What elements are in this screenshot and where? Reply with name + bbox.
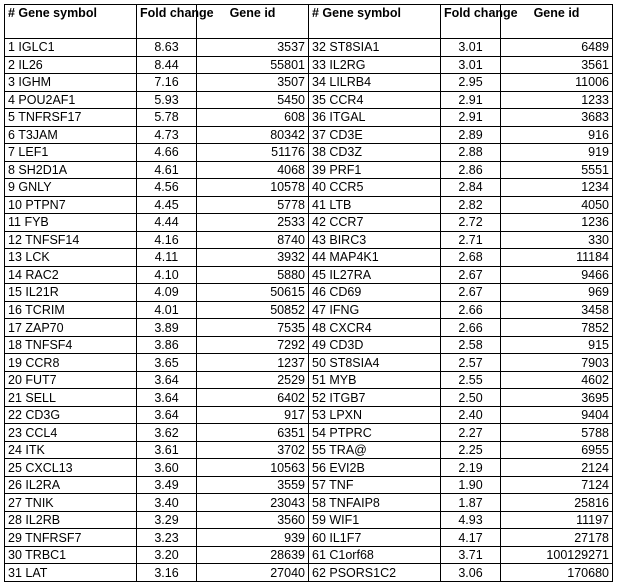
gene-symbol-cell: 22 CD3G bbox=[5, 406, 137, 424]
gene-id-cell: 3695 bbox=[501, 389, 613, 407]
gene-symbol-cell: 38 CD3Z bbox=[309, 144, 441, 162]
gene-symbol-cell: 31 LAT bbox=[5, 564, 137, 582]
fold-change-cell: 8.63 bbox=[137, 39, 197, 57]
gene-id-cell: 10578 bbox=[197, 179, 309, 197]
gene-symbol-cell: 41 LTB bbox=[309, 196, 441, 214]
fold-change-cell: 2.91 bbox=[441, 109, 501, 127]
gene-symbol-cell: 47 IFNG bbox=[309, 301, 441, 319]
fold-change-cell: 3.06 bbox=[441, 564, 501, 582]
fold-change-cell: 2.84 bbox=[441, 179, 501, 197]
gene-symbol-cell: 13 LCK bbox=[5, 249, 137, 267]
header-gene-symbol-right: # Gene symbol bbox=[309, 5, 441, 39]
gene-symbol-cell: 49 CD3D bbox=[309, 336, 441, 354]
fold-change-cell: 3.29 bbox=[137, 511, 197, 529]
fold-change-cell: 2.67 bbox=[441, 284, 501, 302]
fold-change-cell: 4.10 bbox=[137, 266, 197, 284]
gene-id-cell: 4602 bbox=[501, 371, 613, 389]
fold-change-cell: 3.40 bbox=[137, 494, 197, 512]
gene-symbol-cell: 60 IL1F7 bbox=[309, 529, 441, 547]
gene-symbol-cell: 55 TRA@ bbox=[309, 441, 441, 459]
fold-change-cell: 2.82 bbox=[441, 196, 501, 214]
header-fold-change-right: Fold change bbox=[441, 5, 501, 39]
fold-change-cell: 2.88 bbox=[441, 144, 501, 162]
fold-change-cell: 4.61 bbox=[137, 161, 197, 179]
gene-id-cell: 23043 bbox=[197, 494, 309, 512]
fold-change-cell: 3.20 bbox=[137, 546, 197, 564]
table-header bbox=[5, 5, 613, 39]
fold-change-cell: 4.01 bbox=[137, 301, 197, 319]
gene-symbol-cell: 32 ST8SIA1 bbox=[309, 39, 441, 57]
gene-id-cell: 4068 bbox=[197, 161, 309, 179]
gene-id-cell: 5788 bbox=[501, 424, 613, 442]
gene-id-cell: 5551 bbox=[501, 161, 613, 179]
gene-id-cell: 4050 bbox=[501, 196, 613, 214]
fold-change-cell: 3.01 bbox=[441, 39, 501, 57]
gene-id-cell: 7903 bbox=[501, 354, 613, 372]
table-row bbox=[5, 91, 613, 109]
gene-symbol-cell: 11 FYB bbox=[5, 214, 137, 232]
gene-symbol-cell: 51 MYB bbox=[309, 371, 441, 389]
table-row bbox=[5, 371, 613, 389]
fold-change-cell: 4.17 bbox=[441, 529, 501, 547]
table-row bbox=[5, 126, 613, 144]
fold-change-cell: 2.57 bbox=[441, 354, 501, 372]
gene-symbol-cell: 17 ZAP70 bbox=[5, 319, 137, 337]
fold-change-cell: 4.93 bbox=[441, 511, 501, 529]
fold-change-cell: 1.87 bbox=[441, 494, 501, 512]
gene-symbol-cell: 37 CD3E bbox=[309, 126, 441, 144]
gene-id-cell: 8740 bbox=[197, 231, 309, 249]
fold-change-cell: 3.23 bbox=[137, 529, 197, 547]
gene-id-cell: 9466 bbox=[501, 266, 613, 284]
fold-change-cell: 3.64 bbox=[137, 406, 197, 424]
gene-symbol-cell: 12 TNFSF14 bbox=[5, 231, 137, 249]
fold-change-cell: 2.27 bbox=[441, 424, 501, 442]
gene-symbol-cell: 28 IL2RB bbox=[5, 511, 137, 529]
table-row bbox=[5, 74, 613, 92]
gene-id-cell: 3932 bbox=[197, 249, 309, 267]
gene-symbol-cell: 10 PTPN7 bbox=[5, 196, 137, 214]
fold-change-cell: 4.11 bbox=[137, 249, 197, 267]
gene-symbol-cell: 34 LILRB4 bbox=[309, 74, 441, 92]
fold-change-cell: 4.44 bbox=[137, 214, 197, 232]
gene-id-cell: 3560 bbox=[197, 511, 309, 529]
fold-change-cell: 2.50 bbox=[441, 389, 501, 407]
gene-id-cell: 51176 bbox=[197, 144, 309, 162]
table-row bbox=[5, 214, 613, 232]
fold-change-cell: 2.67 bbox=[441, 266, 501, 284]
table-row bbox=[5, 389, 613, 407]
gene-id-cell: 80342 bbox=[197, 126, 309, 144]
fold-change-cell: 2.91 bbox=[441, 91, 501, 109]
gene-symbol-cell: 26 IL2RA bbox=[5, 476, 137, 494]
table-row bbox=[5, 511, 613, 529]
gene-id-cell: 5450 bbox=[197, 91, 309, 109]
gene-symbol-cell: 36 ITGAL bbox=[309, 109, 441, 127]
fold-change-cell: 2.66 bbox=[441, 301, 501, 319]
fold-change-cell: 2.40 bbox=[441, 406, 501, 424]
fold-change-cell: 4.56 bbox=[137, 179, 197, 197]
table-row bbox=[5, 336, 613, 354]
table-row bbox=[5, 354, 613, 372]
gene-symbol-cell: 4 POU2AF1 bbox=[5, 91, 137, 109]
gene-symbol-cell: 39 PRF1 bbox=[309, 161, 441, 179]
gene-symbol-cell: 42 CCR7 bbox=[309, 214, 441, 232]
gene-symbol-cell: 8 SH2D1A bbox=[5, 161, 137, 179]
gene-symbol-cell: 57 TNF bbox=[309, 476, 441, 494]
gene-id-cell: 3537 bbox=[197, 39, 309, 57]
gene-symbol-cell: 25 CXCL13 bbox=[5, 459, 137, 477]
gene-symbol-cell: 50 ST8SIA4 bbox=[309, 354, 441, 372]
gene-id-cell: 3458 bbox=[501, 301, 613, 319]
gene-id-cell: 7292 bbox=[197, 336, 309, 354]
fold-change-cell: 4.66 bbox=[137, 144, 197, 162]
fold-change-cell: 2.89 bbox=[441, 126, 501, 144]
gene-id-cell: 915 bbox=[501, 336, 613, 354]
gene-id-cell: 11006 bbox=[501, 74, 613, 92]
gene-id-cell: 969 bbox=[501, 284, 613, 302]
gene-symbol-cell: 53 LPXN bbox=[309, 406, 441, 424]
gene-id-cell: 7852 bbox=[501, 319, 613, 337]
table-row bbox=[5, 284, 613, 302]
gene-id-cell: 5880 bbox=[197, 266, 309, 284]
fold-change-cell: 2.95 bbox=[441, 74, 501, 92]
table-row bbox=[5, 476, 613, 494]
gene-id-cell: 5778 bbox=[197, 196, 309, 214]
gene-symbol-cell: 20 FUT7 bbox=[5, 371, 137, 389]
gene-symbol-cell: 54 PTPRC bbox=[309, 424, 441, 442]
fold-change-cell: 3.65 bbox=[137, 354, 197, 372]
gene-id-cell: 6402 bbox=[197, 389, 309, 407]
gene-symbol-cell: 3 IGHM bbox=[5, 74, 137, 92]
gene-id-cell: 3559 bbox=[197, 476, 309, 494]
gene-id-cell: 2124 bbox=[501, 459, 613, 477]
fold-change-cell: 5.93 bbox=[137, 91, 197, 109]
gene-id-cell: 3683 bbox=[501, 109, 613, 127]
gene-id-cell: 28639 bbox=[197, 546, 309, 564]
table-row bbox=[5, 179, 613, 197]
gene-symbol-cell: 15 IL21R bbox=[5, 284, 137, 302]
gene-id-cell: 55801 bbox=[197, 56, 309, 74]
table-row bbox=[5, 56, 613, 74]
gene-symbol-cell: 46 CD69 bbox=[309, 284, 441, 302]
header-gene-id-left: Gene id bbox=[197, 5, 309, 39]
table-row bbox=[5, 196, 613, 214]
gene-symbol-cell: 18 TNFSF4 bbox=[5, 336, 137, 354]
gene-id-cell: 27040 bbox=[197, 564, 309, 582]
gene-symbol-cell: 62 PSORS1C2 bbox=[309, 564, 441, 582]
gene-symbol-cell: 48 CXCR4 bbox=[309, 319, 441, 337]
gene-id-cell: 50852 bbox=[197, 301, 309, 319]
gene-symbol-cell: 9 GNLY bbox=[5, 179, 137, 197]
gene-id-cell: 50615 bbox=[197, 284, 309, 302]
fold-change-cell: 2.68 bbox=[441, 249, 501, 267]
gene-id-cell: 3561 bbox=[501, 56, 613, 74]
table-row bbox=[5, 319, 613, 337]
fold-change-cell: 3.49 bbox=[137, 476, 197, 494]
table-row bbox=[5, 546, 613, 564]
gene-symbol-cell: 30 TRBC1 bbox=[5, 546, 137, 564]
gene-id-cell: 6351 bbox=[197, 424, 309, 442]
table-row bbox=[5, 109, 613, 127]
gene-id-cell: 9404 bbox=[501, 406, 613, 424]
gene-symbol-cell: 61 C1orf68 bbox=[309, 546, 441, 564]
fold-change-cell: 8.44 bbox=[137, 56, 197, 74]
fold-change-cell: 3.64 bbox=[137, 389, 197, 407]
gene-id-cell: 916 bbox=[501, 126, 613, 144]
header-fold-change-left: Fold change bbox=[137, 5, 197, 39]
table-row bbox=[5, 249, 613, 267]
gene-id-cell: 100129271 bbox=[501, 546, 613, 564]
table-row bbox=[5, 266, 613, 284]
gene-id-cell: 1234 bbox=[501, 179, 613, 197]
table-row bbox=[5, 161, 613, 179]
fold-change-cell: 3.86 bbox=[137, 336, 197, 354]
gene-symbol-cell: 29 TNFRSF7 bbox=[5, 529, 137, 547]
table-row bbox=[5, 529, 613, 547]
gene-id-cell: 7124 bbox=[501, 476, 613, 494]
fold-change-cell: 5.78 bbox=[137, 109, 197, 127]
gene-id-cell: 330 bbox=[501, 231, 613, 249]
gene-id-cell: 919 bbox=[501, 144, 613, 162]
table-body bbox=[5, 39, 613, 582]
gene-symbol-cell: 43 BIRC3 bbox=[309, 231, 441, 249]
gene-id-cell: 11184 bbox=[501, 249, 613, 267]
table-row bbox=[5, 301, 613, 319]
gene-symbol-cell: 45 IL27RA bbox=[309, 266, 441, 284]
gene-id-cell: 608 bbox=[197, 109, 309, 127]
gene-symbol-cell: 14 RAC2 bbox=[5, 266, 137, 284]
header-row bbox=[5, 5, 613, 39]
gene-id-cell: 1236 bbox=[501, 214, 613, 232]
gene-id-cell: 917 bbox=[197, 406, 309, 424]
gene-symbol-cell: 59 WIF1 bbox=[309, 511, 441, 529]
fold-change-cell: 2.19 bbox=[441, 459, 501, 477]
table-row bbox=[5, 459, 613, 477]
gene-symbol-cell: 27 TNIK bbox=[5, 494, 137, 512]
fold-change-cell: 3.62 bbox=[137, 424, 197, 442]
gene-id-cell: 1237 bbox=[197, 354, 309, 372]
table-row bbox=[5, 564, 613, 582]
table-row bbox=[5, 144, 613, 162]
fold-change-cell: 4.73 bbox=[137, 126, 197, 144]
gene-symbol-cell: 33 IL2RG bbox=[309, 56, 441, 74]
gene-symbol-cell: 7 LEF1 bbox=[5, 144, 137, 162]
gene-symbol-cell: 19 CCR8 bbox=[5, 354, 137, 372]
gene-symbol-cell: 5 TNFRSF17 bbox=[5, 109, 137, 127]
fold-change-cell: 3.16 bbox=[137, 564, 197, 582]
gene-id-cell: 3507 bbox=[197, 74, 309, 92]
gene-id-cell: 6955 bbox=[501, 441, 613, 459]
gene-symbol-cell: 16 TCRIM bbox=[5, 301, 137, 319]
gene-symbol-cell: 1 IGLC1 bbox=[5, 39, 137, 57]
gene-symbol-cell: 24 ITK bbox=[5, 441, 137, 459]
fold-change-cell: 2.66 bbox=[441, 319, 501, 337]
fold-change-cell: 3.60 bbox=[137, 459, 197, 477]
gene-id-cell: 25816 bbox=[501, 494, 613, 512]
gene-fold-change-table bbox=[4, 4, 613, 582]
fold-change-cell: 3.61 bbox=[137, 441, 197, 459]
table-row bbox=[5, 39, 613, 57]
fold-change-cell: 2.72 bbox=[441, 214, 501, 232]
gene-id-cell: 10563 bbox=[197, 459, 309, 477]
table-row bbox=[5, 406, 613, 424]
gene-id-cell: 2529 bbox=[197, 371, 309, 389]
gene-symbol-cell: 23 CCL4 bbox=[5, 424, 137, 442]
gene-id-cell: 2533 bbox=[197, 214, 309, 232]
table-row bbox=[5, 441, 613, 459]
gene-id-cell: 1233 bbox=[501, 91, 613, 109]
gene-id-cell: 27178 bbox=[501, 529, 613, 547]
gene-symbol-cell: 56 EVI2B bbox=[309, 459, 441, 477]
gene-symbol-cell: 2 IL26 bbox=[5, 56, 137, 74]
table-row bbox=[5, 424, 613, 442]
gene-symbol-cell: 6 T3JAM bbox=[5, 126, 137, 144]
fold-change-cell: 2.55 bbox=[441, 371, 501, 389]
gene-id-cell: 6489 bbox=[501, 39, 613, 57]
gene-symbol-cell: 21 SELL bbox=[5, 389, 137, 407]
gene-symbol-cell: 40 CCR5 bbox=[309, 179, 441, 197]
gene-id-cell: 11197 bbox=[501, 511, 613, 529]
gene-symbol-cell: 44 MAP4K1 bbox=[309, 249, 441, 267]
fold-change-cell: 3.89 bbox=[137, 319, 197, 337]
fold-change-cell: 2.71 bbox=[441, 231, 501, 249]
header-gene-symbol-left: # Gene symbol bbox=[5, 5, 137, 39]
table-row bbox=[5, 231, 613, 249]
table-row bbox=[5, 494, 613, 512]
fold-change-cell: 4.45 bbox=[137, 196, 197, 214]
gene-symbol-cell: 58 TNFAIP8 bbox=[309, 494, 441, 512]
fold-change-cell: 4.16 bbox=[137, 231, 197, 249]
fold-change-cell: 2.25 bbox=[441, 441, 501, 459]
header-gene-id-right: Gene id bbox=[501, 5, 613, 39]
gene-id-cell: 170680 bbox=[501, 564, 613, 582]
gene-symbol-cell: 52 ITGB7 bbox=[309, 389, 441, 407]
fold-change-cell: 2.86 bbox=[441, 161, 501, 179]
fold-change-cell: 3.01 bbox=[441, 56, 501, 74]
fold-change-cell: 3.71 bbox=[441, 546, 501, 564]
fold-change-cell: 4.09 bbox=[137, 284, 197, 302]
fold-change-cell: 2.58 bbox=[441, 336, 501, 354]
gene-id-cell: 939 bbox=[197, 529, 309, 547]
fold-change-cell: 7.16 bbox=[137, 74, 197, 92]
gene-symbol-cell: 35 CCR4 bbox=[309, 91, 441, 109]
gene-id-cell: 3702 bbox=[197, 441, 309, 459]
fold-change-cell: 1.90 bbox=[441, 476, 501, 494]
fold-change-cell: 3.64 bbox=[137, 371, 197, 389]
gene-id-cell: 7535 bbox=[197, 319, 309, 337]
